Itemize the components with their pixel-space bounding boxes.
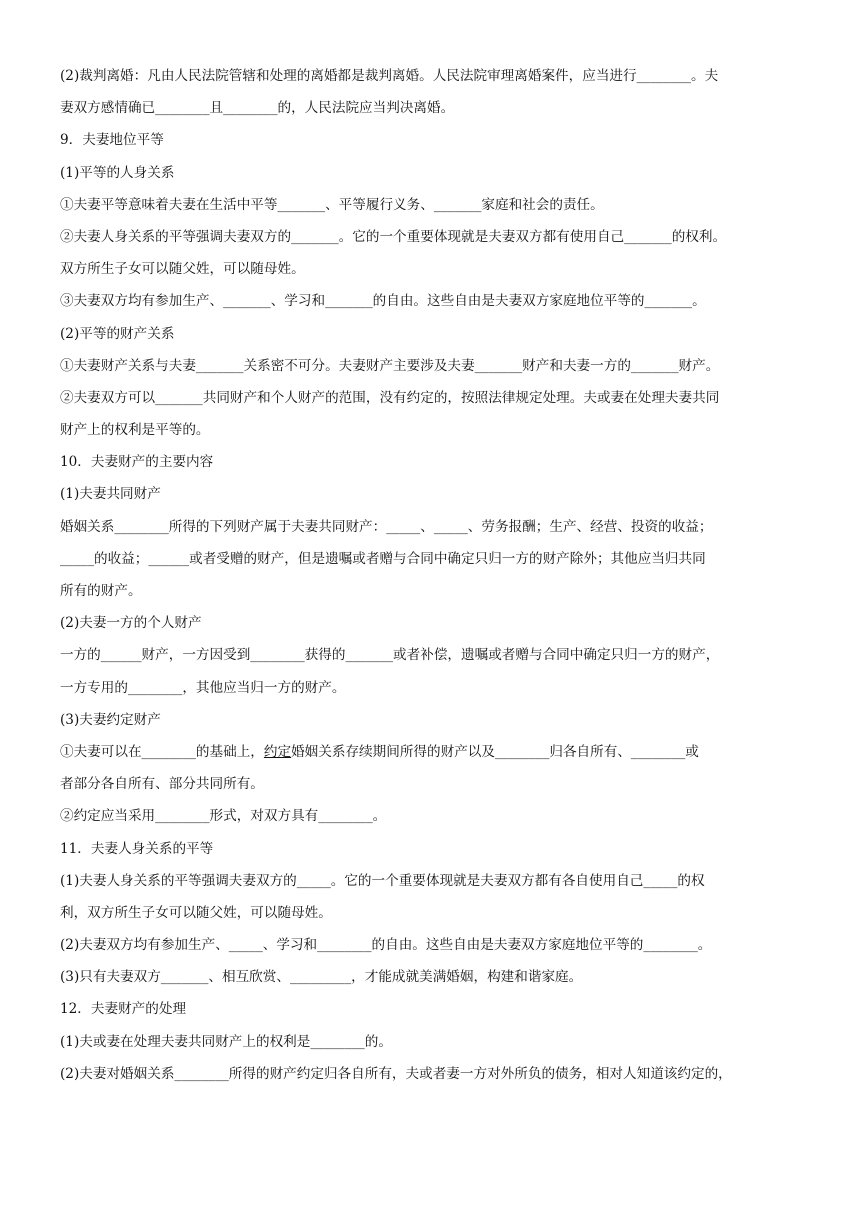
text-line: 妻双方感情确已________且________的，人民法院应当判决离婚。 (60, 100, 455, 117)
text-line-underlined (60, 736, 810, 768)
text-line: 利，双方所生子女可以随父姓，可以随母姓。 (60, 904, 332, 921)
text-line: 婚姻关系________所得的下列财产属于夫妻共同财产：_____、_____、劳务报酬；生产、经营、投资的收益； (60, 518, 713, 535)
text-line: ②约定应当采用________形式，对双方具有________。 (60, 808, 387, 825)
text-line: ③夫妻双方均有参加生产、_______、学习和_______的自由。这些自由是夫妻双方家庭地位平等的_______。 (60, 293, 706, 310)
subsection-heading: (2)夫妻一方的个人财产 (60, 615, 202, 632)
text-line: (2)夫妻双方均有参加生产、_____、学习和________的自由。这些自由是夫妻双方家庭地位平等的________。 (60, 937, 712, 954)
text-line: ①夫妻平等意味着夫妻在生活中平等_______、平等履行义务、_______家庭和社会的责任。 (60, 196, 604, 213)
subsection-heading: (1)平等的人身关系 (60, 164, 175, 181)
subsection-heading: (1)夫妻共同财产 (60, 486, 161, 503)
text-line: (2)夫妻对婚姻关系________所得的财产约定归各自所有，夫或者妻一方对外所负的债务，相对人知道该约定的， (60, 1065, 732, 1082)
text-line: _____的收益；______或者受赠的财产，但是遗嘱或者赠与合同中确定只归一方的财产除外；其他应当归共同 (60, 550, 706, 567)
subsection-heading: (3)夫妻约定财产 (60, 711, 161, 728)
text-segment: ①夫妻可以在________的基础上， (60, 743, 264, 760)
section-heading: 9．夫妻地位平等 (60, 132, 164, 149)
section-heading: 10．夫妻财产的主要内容 (60, 454, 214, 471)
text-line: 一方的______财产，一方因受到________获得的_______或者补偿，遗嘱或者赠与合同中确定只归一方的财产， (60, 647, 720, 664)
text-line: 一方专用的________，其他应当归一方的财产。 (60, 679, 346, 696)
text-segment: 婚姻关系存续期间所得的财产以及________归各自所有、________或 (291, 743, 699, 760)
text-line: (2)裁判离婚：凡由人民法院管辖和处理的离婚都是裁判离婚。人民法院审理离婚案件，应当进行________。夫 (60, 68, 719, 84)
document-page (60, 60, 810, 1090)
section-heading: 11．夫妻人身关系的平等 (60, 840, 214, 857)
text-line: 所有的财产。 (60, 583, 142, 599)
text-line: ②夫妻双方可以_______共同财产和个人财产的范围，没有约定的，按照法律规定处理。夫或妻在处理夫妻共同 (60, 389, 720, 406)
subsection-heading: (2)平等的财产关系 (60, 325, 175, 342)
text-line: 者部分各自所有、部分共同所有。 (60, 776, 264, 793)
underlined-word: 约定 (263, 743, 292, 760)
text-line: ①夫妻财产关系与夫妻_______关系密不可分。夫妻财产主要涉及夫妻_______财产和夫妻一方的_______财产。 (60, 357, 720, 374)
text-line: 财产上的权利是平等的。 (60, 422, 210, 439)
text-line: (1)夫或妻在处理夫妻共同财产上的权利是________的。 (60, 1033, 392, 1050)
text-line: (1)夫妻人身关系的平等强调夫妻双方的_____。它的一个重要体现就是夫妻双方都有各自使用自己_____的权 (60, 872, 705, 889)
text-line: ②夫妻人身关系的平等强调夫妻双方的_______。它的一个重要体现就是夫妻双方都有使用自己_______的权利。 (60, 228, 727, 245)
text-line: (3)只有夫妻双方_______、相互欣赏、_________，才能成就美满婚姻，构建和谐家庭。 (60, 969, 583, 986)
section-heading: 12．夫妻财产的处理 (60, 1001, 187, 1018)
text-line: 双方所生子女可以随父姓，可以随母姓。 (60, 261, 305, 278)
